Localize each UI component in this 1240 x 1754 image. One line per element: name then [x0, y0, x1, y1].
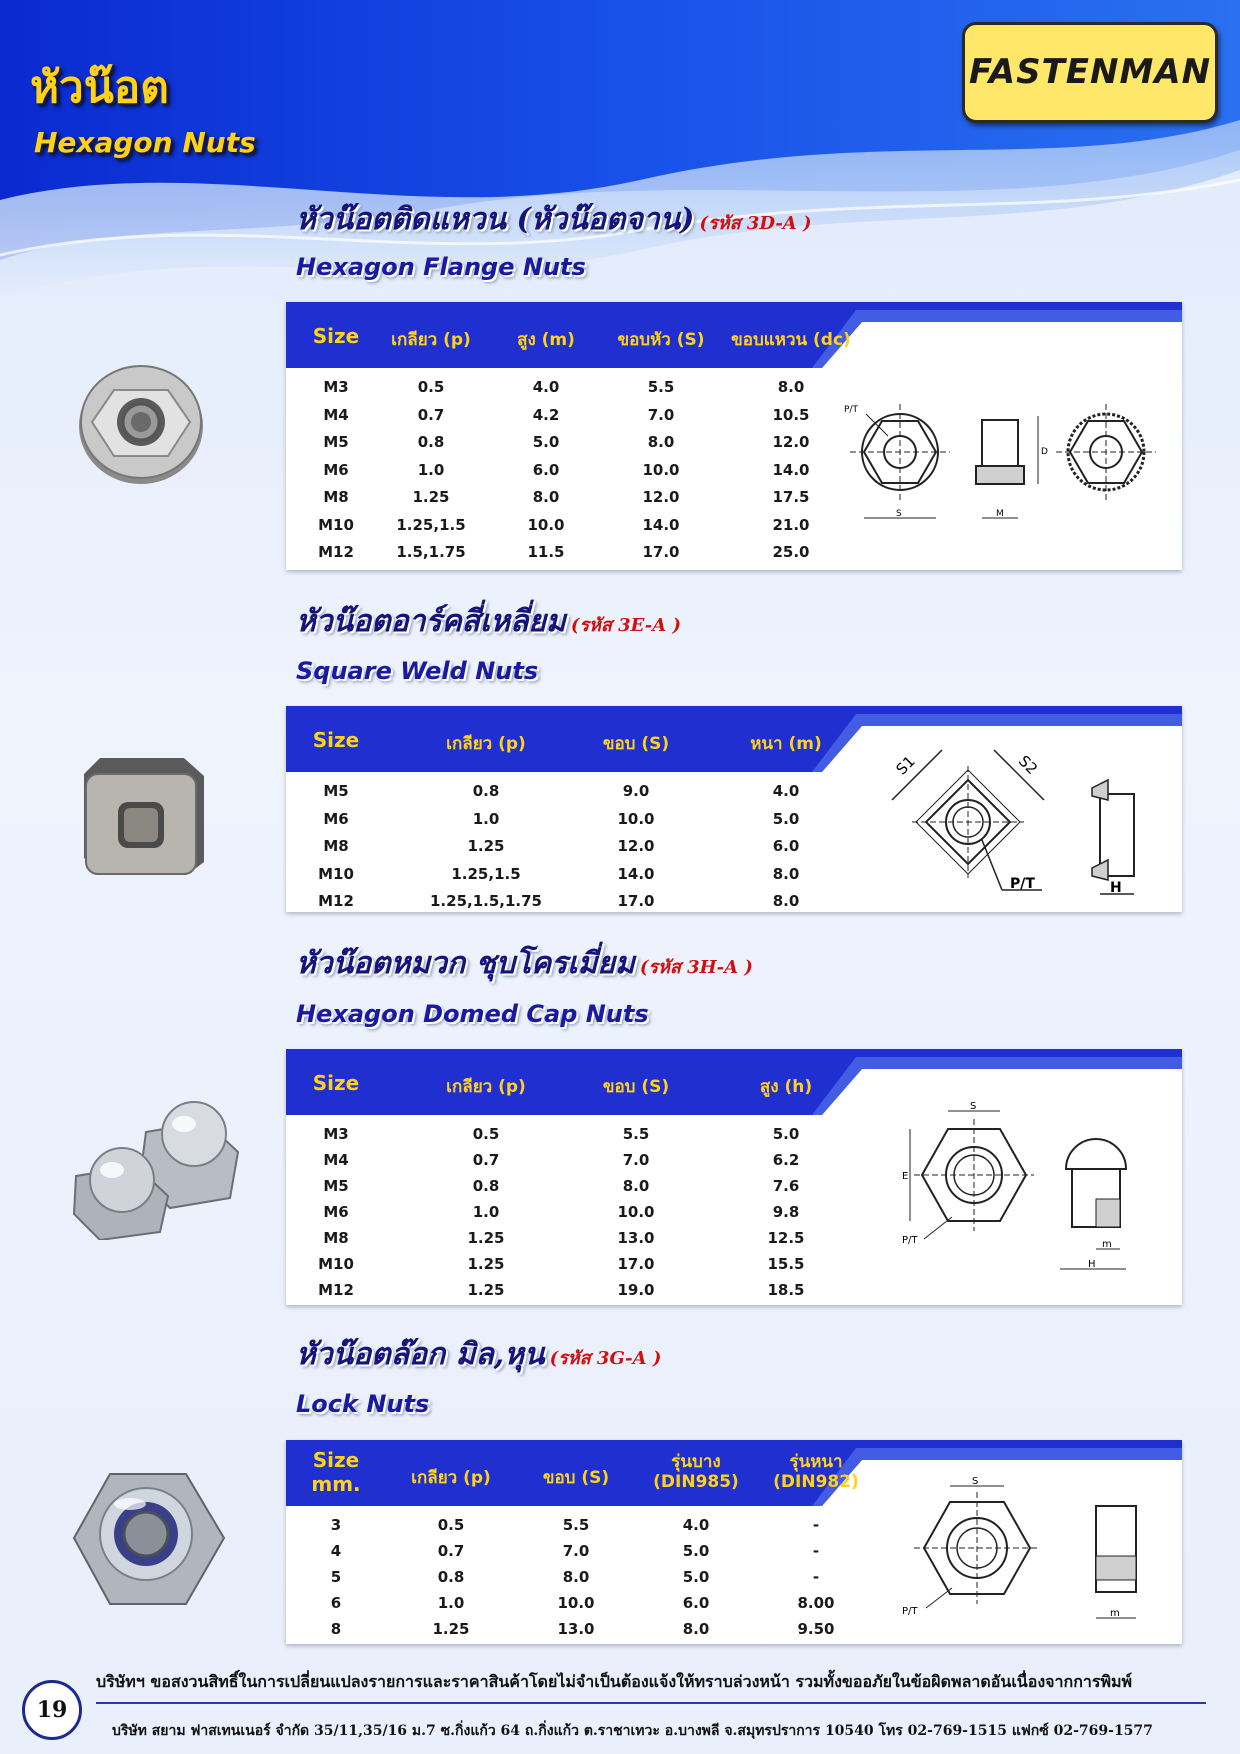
cap-nut-drawing [900, 1099, 1150, 1281]
table-cell: M8 [323, 488, 349, 506]
header-head-width: ขอบหัว (S) [617, 330, 705, 350]
header-width: ขอบ (S) [602, 1077, 670, 1097]
table-row [286, 1229, 846, 1255]
table-cell: M12 [318, 1281, 354, 1299]
table-cell: 7.6 [772, 1177, 800, 1195]
table-row [286, 433, 846, 459]
table-cell: 5.5 [647, 378, 675, 396]
header-thin-din: (DIN985) [653, 1472, 739, 1492]
table-cell: M10 [318, 1255, 354, 1273]
table-cell: 1.25 [467, 1281, 505, 1299]
drawing-label-h: H [1088, 1259, 1096, 1270]
table-row [286, 543, 846, 569]
table-cell: 8.0 [682, 1620, 710, 1638]
section-flange-title-en: Hexagon Flange Nuts [296, 253, 586, 281]
table-cell: 12.0 [642, 488, 680, 506]
section-lock-title-row [296, 1331, 661, 1378]
flange-nut-photo [74, 352, 208, 488]
table-cell: 4.0 [682, 1516, 710, 1534]
table-cell: 8.0 [622, 1177, 650, 1195]
table-cell: 8.0 [647, 433, 675, 451]
table-cell: 17.0 [617, 892, 655, 910]
table-cell: 13.0 [617, 1229, 655, 1247]
table-cell: 4.2 [532, 405, 560, 424]
table-cell: 13.0 [557, 1620, 595, 1638]
table-cell: 9.50 [797, 1620, 835, 1638]
table-cell: 1.25 [467, 837, 505, 855]
header-size-unit: mm. [311, 1472, 361, 1496]
table-row [286, 782, 846, 808]
cap-nuts-table [286, 1049, 1182, 1305]
drawing-label-pt: P/T [902, 1606, 918, 1617]
table-row [286, 1281, 846, 1307]
table-cell: 10.0 [617, 809, 655, 828]
table-row [286, 1255, 846, 1281]
table-cell: 12.5 [767, 1229, 805, 1247]
header-size-label: Size [312, 1448, 360, 1472]
table-cell: 5.0 [772, 1125, 800, 1143]
table-row [286, 837, 846, 863]
table-row [286, 865, 846, 891]
lock-nut-photo [70, 1464, 226, 1614]
section-flange-title-th: หัวน๊อตติดแหวน (หัวน๊อตจาน) [296, 202, 695, 237]
table-row [286, 1568, 846, 1594]
header-size: Size [312, 324, 360, 348]
table-row [286, 1594, 846, 1620]
table-cell: - [812, 1542, 820, 1560]
table-row [286, 1620, 846, 1646]
table-cell: M8 [323, 1229, 349, 1247]
table-cell: M10 [318, 515, 354, 534]
section-cap-title-th: หัวน๊อตหมวก ชุบโครเมี่ยม [296, 946, 635, 981]
header-size [306, 1448, 366, 1496]
drawing-label-m: m [1102, 1239, 1112, 1250]
drawing-label-s: S [972, 1476, 979, 1487]
section-weld-title-th: หัวน๊อตอาร์คสี่เหลี่ยม [296, 604, 566, 639]
table-cell: 17.0 [617, 1255, 655, 1273]
table-row [286, 378, 846, 404]
table-cell: 0.5 [417, 378, 445, 396]
table-cell: 6.2 [772, 1151, 800, 1169]
page-number: 19 [22, 1680, 82, 1740]
table-cell: 19.0 [617, 1281, 655, 1299]
table-cell: 1.25,1.5 [396, 515, 466, 534]
table-cell: 0.5 [472, 1125, 500, 1143]
table-cell: 4.0 [532, 378, 560, 396]
section-flange-title-row [296, 196, 812, 243]
table-cell: 7.0 [647, 405, 675, 424]
table-cell: 14.0 [617, 864, 655, 883]
table-cell: 7.0 [622, 1151, 650, 1169]
table-cell: 0.7 [437, 1542, 465, 1560]
table-cell: M6 [323, 809, 349, 828]
drawing-label-s1: S1 [892, 752, 919, 779]
table-cell: 10.0 [617, 1203, 655, 1221]
table-cell: M12 [318, 543, 354, 561]
table-cell: 1.25,1.5 [451, 864, 521, 883]
table-cell: 5 [330, 1568, 342, 1586]
header-pitch: เกลียว (p) [391, 330, 471, 350]
table-cell: 7.0 [562, 1542, 590, 1560]
flange-nuts-table [286, 302, 1182, 570]
table-row [286, 1542, 846, 1568]
header-size: Size [312, 728, 360, 752]
footer-company-address: บริษัท สยาม ฟาสเทนเนอร์ จำกัด 35/11,35/16 ม.7 ซ.กิ่งแก้ว 64 ถ.กิ่งแก้ว ต.ราชาเทวะ อ.บางพลี จ.สมุทรปราการ 10540 โทร 02-769-1515 แฟกซ์ 02-769-1577 [112, 1723, 1153, 1739]
table-cell: 4.0 [772, 782, 800, 800]
table-row [286, 461, 846, 487]
table-cell: 4 [330, 1542, 342, 1560]
brand-logo [962, 22, 1218, 123]
table-cell: 0.8 [417, 433, 445, 451]
table-cell: M5 [323, 782, 349, 800]
footer-divider [96, 1702, 1206, 1704]
table-cell: 6.0 [682, 1594, 710, 1612]
table-row [286, 1203, 846, 1229]
table-cell: 8.0 [777, 378, 805, 396]
table-row [286, 1516, 846, 1542]
table-row [286, 1177, 846, 1203]
table-cell: M4 [323, 1151, 349, 1169]
table-cell: 6.0 [532, 460, 560, 479]
table-cell: 8 [330, 1620, 342, 1638]
table-cell: 6.0 [772, 837, 800, 855]
table-cell: 17.0 [642, 543, 680, 561]
table-row [286, 488, 846, 514]
section-cap-code: (รหัส 3H-A ) [639, 957, 753, 978]
header-thick-din: (DIN982) [773, 1472, 859, 1492]
header-width: ขอบ (S) [542, 1468, 610, 1488]
drawing-label-h: H [1110, 880, 1122, 896]
table-cell: 12.0 [772, 433, 810, 451]
section-lock-title-th: หัวน๊อตล๊อก มิล,หุน [296, 1337, 545, 1372]
table-row [286, 516, 846, 542]
square-weld-nut-drawing [872, 740, 1162, 902]
header-thickness: หนา (m) [750, 734, 822, 754]
section-weld-title-row [296, 598, 681, 645]
table-cell: 1.25,1.5,1.75 [430, 892, 542, 910]
table-cell: 0.8 [472, 1177, 500, 1195]
table-cell: 5.0 [772, 809, 800, 828]
table-cell: 8.0 [772, 864, 800, 883]
square-weld-nuts-table [286, 706, 1182, 912]
drawing-label-s: S [896, 509, 902, 519]
table-cell: M4 [323, 405, 349, 424]
table-cell: 1.25 [467, 1229, 505, 1247]
table-cell: 14.0 [772, 460, 810, 479]
section-lock-code: (รหัส 3G-A ) [549, 1348, 662, 1369]
table-cell: - [812, 1516, 820, 1534]
table-cell: M12 [318, 892, 354, 910]
table-cell: 17.5 [772, 488, 810, 506]
square-weld-nut-photo [80, 752, 208, 876]
table-cell: 10.0 [527, 515, 565, 534]
drawing-label-pt: P/T [902, 1235, 918, 1246]
table-cell: 0.7 [417, 405, 445, 424]
table-cell: M6 [323, 460, 349, 479]
table-cell: 8.0 [772, 892, 800, 910]
header-height: สูง (m) [517, 330, 575, 350]
drawing-label-s: S [970, 1101, 977, 1112]
table-cell: M5 [323, 433, 349, 451]
table-cell: - [812, 1568, 820, 1586]
table-cell: M8 [323, 837, 349, 855]
drawing-label-pt: P/T [844, 405, 858, 415]
lock-nut-drawing [900, 1476, 1160, 1636]
table-cell: 9.0 [622, 782, 650, 800]
drawing-label-pt: P/T [1010, 876, 1035, 892]
header-size: Size [312, 1071, 360, 1095]
table-cell: 8.00 [797, 1594, 835, 1612]
table-cell: 0.8 [472, 782, 500, 800]
table-cell: 5.0 [682, 1568, 710, 1586]
table-cell: 1.25 [412, 488, 450, 506]
table-row [286, 810, 846, 836]
section-lock-title-en: Lock Nuts [296, 1390, 430, 1418]
table-cell: M3 [323, 1125, 349, 1143]
drawing-label-m: M [996, 509, 1004, 519]
footer-disclaimer: บริษัทฯ ขอสงวนสิทธิ์ในการเปลี่ยนแปลงรายการและราคาสินค้าโดยไม่จำเป็นต้องแจ้งให้ทราบล่วงหน้า รวมทั้งขออภัยในข้อผิดพลาดอันเนื่องจากการพิมพ์ [96, 1672, 1133, 1691]
table-cell: 1.0 [472, 809, 500, 828]
table-cell: 1.0 [417, 460, 445, 479]
table-cell: 21.0 [772, 515, 810, 534]
table-cell: 5.0 [682, 1542, 710, 1560]
section-flange-code: (รหัส 3D-A ) [699, 213, 812, 234]
header-thin-label: รุ่นบาง [671, 1452, 721, 1472]
header-flange-width: ขอบแหวน (dc) [731, 330, 851, 350]
header-pitch: เกลียว (p) [411, 1468, 491, 1488]
drawing-label-s2: S2 [1014, 751, 1042, 779]
table-cell: M10 [318, 864, 354, 883]
drawing-label-m: m [1110, 1608, 1120, 1619]
section-weld-title-en: Square Weld Nuts [296, 657, 539, 685]
table-cell: 1.0 [472, 1203, 500, 1221]
cap-nut-photo [70, 1090, 244, 1240]
table-cell: 10.5 [772, 405, 810, 424]
table-cell: 15.5 [767, 1255, 805, 1273]
header-pitch: เกลียว (p) [446, 734, 526, 754]
table-cell: 5.0 [532, 433, 560, 451]
table-cell: 10.0 [642, 460, 680, 479]
header-pitch: เกลียว (p) [446, 1077, 526, 1097]
table-cell: 6 [330, 1594, 342, 1612]
page-title-th: หัวน๊อต [30, 62, 169, 113]
lock-nuts-table [286, 1440, 1182, 1644]
table-row [286, 892, 846, 918]
table-cell: 1.25 [467, 1255, 505, 1273]
table-cell: 14.0 [642, 515, 680, 534]
table-cell: M6 [323, 1203, 349, 1221]
table-cell: 9.8 [772, 1203, 800, 1221]
table-cell: 1.5,1.75 [396, 543, 466, 561]
table-cell: 12.0 [617, 837, 655, 855]
table-cell: 10.0 [557, 1594, 595, 1612]
header-width: ขอบ (S) [602, 734, 670, 754]
table-cell: 8.0 [532, 488, 560, 506]
table-cell: 0.8 [437, 1568, 465, 1586]
table-cell: 0.7 [472, 1151, 500, 1169]
table-row [286, 1151, 846, 1177]
table-cell: M3 [323, 378, 349, 396]
drawing-label-e: E [902, 1171, 909, 1182]
table-cell: 1.0 [437, 1594, 465, 1612]
header-height: สูง (h) [759, 1077, 813, 1097]
section-cap-title-row [296, 940, 753, 987]
table-cell: 3 [330, 1516, 342, 1534]
flange-nut-drawing [836, 394, 1172, 534]
brand-logo-text: FASTENMAN [968, 52, 1212, 92]
table-cell: 8.0 [562, 1568, 590, 1586]
page-title-en: Hexagon Nuts [34, 126, 256, 159]
table-cell: 5.5 [562, 1516, 590, 1534]
table-cell: 5.5 [622, 1125, 650, 1143]
header-thin [636, 1452, 756, 1492]
table-cell: 18.5 [767, 1281, 805, 1299]
table-cell: M5 [323, 1177, 349, 1195]
section-weld-code: (รหัส 3E-A ) [570, 615, 681, 636]
table-cell: 11.5 [527, 543, 565, 561]
header-thick-label: รุ่นหนา [789, 1452, 843, 1472]
table-cell: 1.25 [432, 1620, 470, 1638]
table-cell: 25.0 [772, 543, 810, 561]
section-cap-title-en: Hexagon Domed Cap Nuts [296, 1000, 649, 1028]
drawing-label-d: D [1041, 447, 1048, 457]
header-thick [756, 1452, 876, 1492]
table-cell: 0.5 [437, 1516, 465, 1534]
table-row [286, 406, 846, 432]
table-row [286, 1125, 846, 1151]
